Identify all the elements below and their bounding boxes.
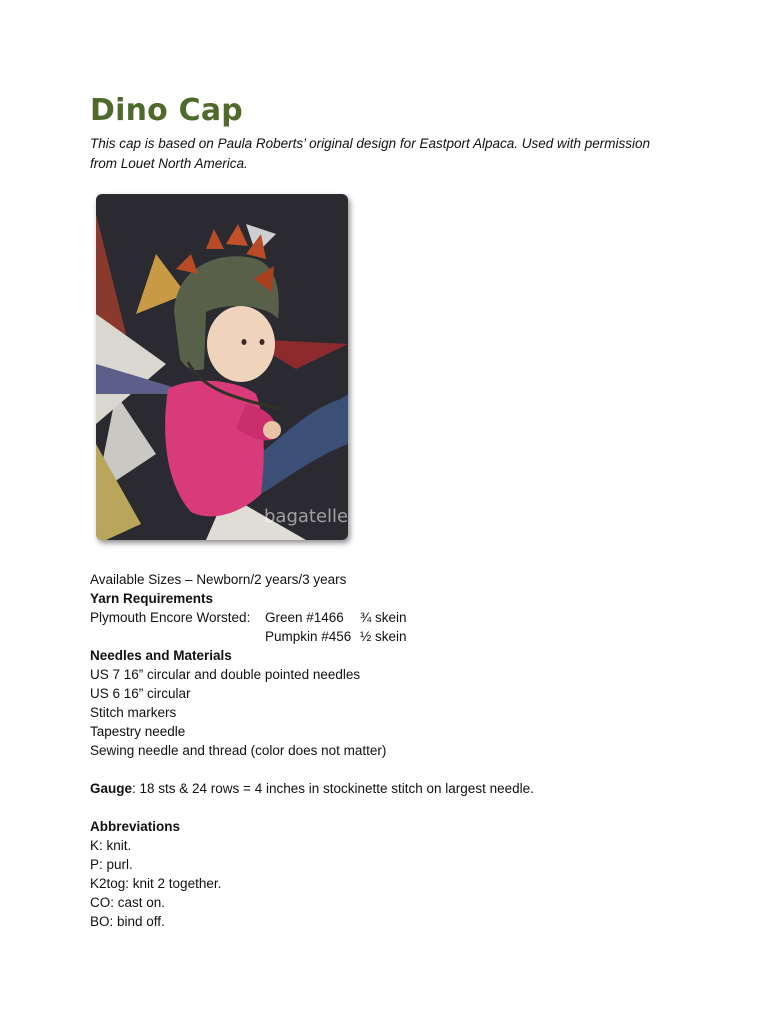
yarn-color-1: Green #1466 (265, 610, 344, 625)
yarn-qty-1: ¾ skein (360, 610, 407, 625)
abbreviations-heading: Abbreviations (90, 819, 181, 834)
yarn-label: Plymouth Encore Worsted: (90, 610, 251, 625)
gauge-text: : 18 sts & 24 rows = 4 inches in stockinette stitch on largest needle. (132, 781, 534, 796)
gauge-label: Gauge (90, 781, 133, 796)
needles-item: US 7 16” circular and double pointed needles (90, 667, 361, 682)
yarn-color-2: Pumpkin #456 (265, 629, 352, 644)
photo-watermark: bagatelle (264, 506, 348, 527)
needles-item: Tapestry needle (90, 724, 186, 739)
child-in-dino-hat-illustration (96, 194, 348, 540)
needles-item: Stitch markers (90, 705, 177, 720)
available-sizes: Available Sizes – Newborn/2 years/3 years (90, 572, 347, 587)
gauge-line (90, 779, 690, 798)
abbreviation-item: K: knit. (90, 838, 132, 853)
page-title: Dino Cap (90, 93, 243, 128)
dino-cap-photo (96, 194, 348, 540)
needles-item: Sewing needle and thread (color does not matter) (90, 743, 387, 758)
yarn-qty-2: ½ skein (360, 629, 407, 644)
needles-heading: Needles and Materials (90, 648, 232, 663)
needles-item: US 6 16” circular (90, 686, 191, 701)
intro-text: This cap is based on Paula Roberts’ original design for Eastport Alpaca. Used with permission from Louet North America. (90, 136, 651, 171)
yarn-heading: Yarn Requirements (90, 591, 214, 606)
yarn-row-1 (90, 608, 690, 627)
abbreviation-item: BO: bind off. (90, 914, 165, 929)
abbreviation-item: K2tog: knit 2 together. (90, 876, 222, 891)
yarn-row-2 (90, 627, 690, 646)
abbreviation-item: CO: cast on. (90, 895, 166, 910)
abbreviation-item: P: purl. (90, 857, 133, 872)
pattern-details (90, 570, 690, 931)
